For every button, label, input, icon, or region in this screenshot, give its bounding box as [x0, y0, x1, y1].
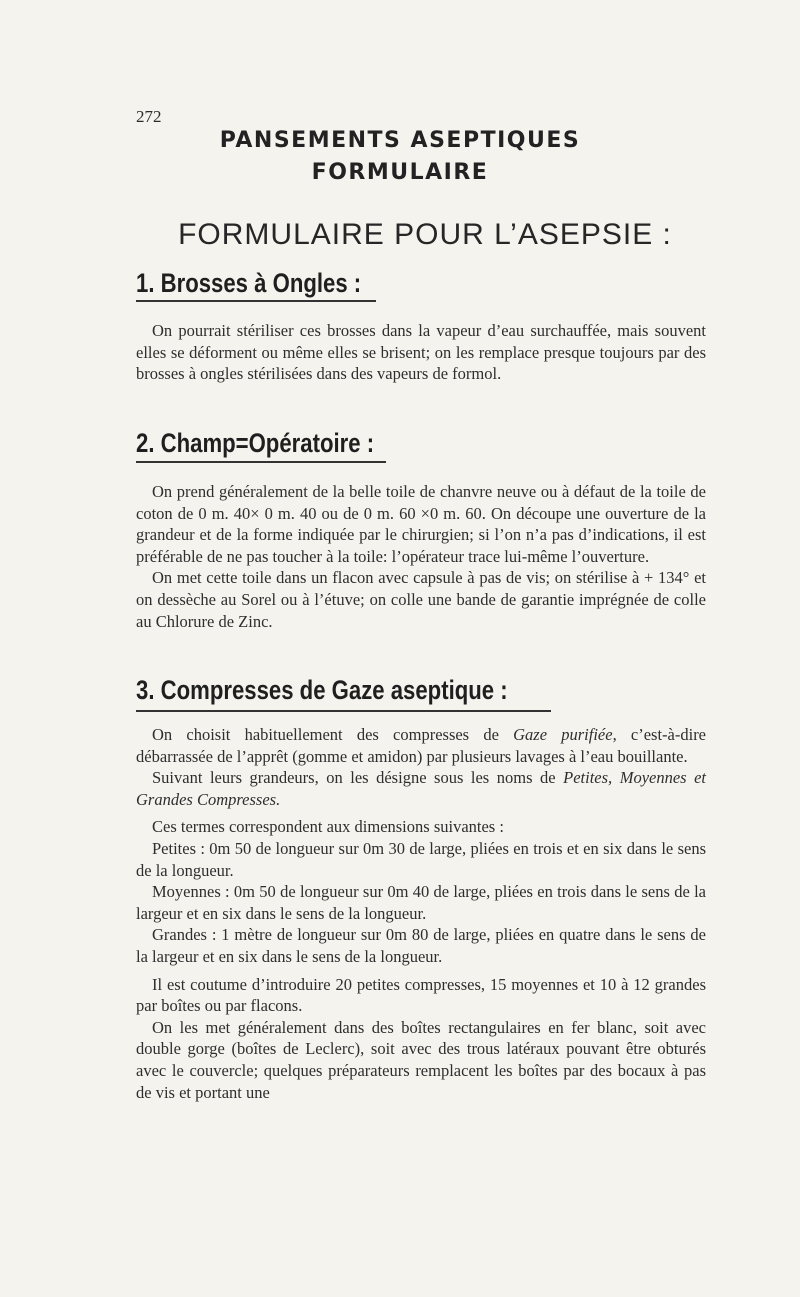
page-header — [0, 125, 800, 189]
section-heading-brosses: 1. Brosses à Ongles : — [136, 268, 362, 298]
header-line-2: FORMULAIRE — [311, 160, 489, 185]
paragraph: On les met généralement dans des boîtes rectangulaires en fer blanc, soit avec double gorge (boîtes de Leclerc), soit avec des trous latéraux pouvant être obturés avec le couvercle; quelques préparateurs remplacent les boîtes par des bocaux à pas de vis et portant une — [136, 1017, 706, 1102]
paragraph: Ces termes correspondent aux dimensions suivantes : — [152, 817, 504, 837]
paragraph: On prend généralement de la belle toile de chanvre neuve ou à défaut de la toile de coton de 0 m. 40× 0 m. 40 ou de 0 m. 60 ×0 m. 60. On découpe une ouverture de la grandeur et de la forme indiquée par le chirurgien; si l’on n’a pas d’indications, il est préférable de ne pas toucher à la toile: l’opérateur trace lui-même l’ouverture. — [136, 482, 706, 566]
paragraph: Grandes : 1 mètre de longueur sur 0m 80 de large, pliées en quatre dans le sens de la largeur et en six dans le sens de la longueur. — [136, 925, 706, 966]
section-heading-champ-operatoire: 2. Champ=Opératoire : — [136, 428, 375, 458]
paragraph: Suivant leurs grandeurs, on les désigne sous les noms de Petites, Moyennes et Grandes Compresses. — [136, 768, 707, 809]
page-number: 272 — [136, 107, 162, 126]
section-text-brosses — [136, 320, 706, 385]
paragraph: On met cette toile dans un flacon avec capsule à pas de vis; on stérilise à + 134° et on dessèche au Sorel ou à l’étuve; on colle une bande de garantie imprégnée de colle au Chlorure de Zinc. — [136, 568, 706, 631]
header-line-1: PANSEMENTS ASEPTIQUES — [219, 128, 581, 153]
section-text-champ-operatoire — [136, 481, 706, 632]
section-rule — [136, 461, 386, 463]
paragraph: Il est coutume d’introduire 20 petites compresses, 15 moyennes et 10 à 12 grandes par boîtes ou par flacons. — [136, 974, 706, 1016]
paragraph: On choisit habituellement des compresses de Gaze purifiée, c’est-à-dire débarrassée de l’apprêt (gomme et amidon) par plusieurs lavages à l’eau bouillante. — [136, 725, 707, 766]
paragraph: On pourrait stériliser ces brosses dans la vapeur d’eau surchauffée, mais souvent elles se déforment ou même elles se brisent; on les remplace presque toujours par des brosses à ongles stérilisées dans des vapeurs de formol. — [136, 321, 706, 384]
section-rule — [136, 710, 551, 712]
main-title: FORMULAIRE POUR L’ASEPSIE : — [178, 218, 672, 251]
section-text-compresses — [136, 724, 706, 1103]
paragraph: Petites : 0m 50 de longueur sur 0m 30 de large, pliées en trois et en six dans le sens de la longueur. — [136, 838, 706, 880]
paragraph: Moyennes : 0m 50 de longueur sur 0m 40 de large, pliées en trois dans le sens de la largeur et en six dans le sens de la longueur. — [136, 882, 706, 923]
section-heading-compresses: 3. Compresses de Gaze aseptique : — [136, 675, 508, 705]
section-rule — [136, 300, 376, 302]
